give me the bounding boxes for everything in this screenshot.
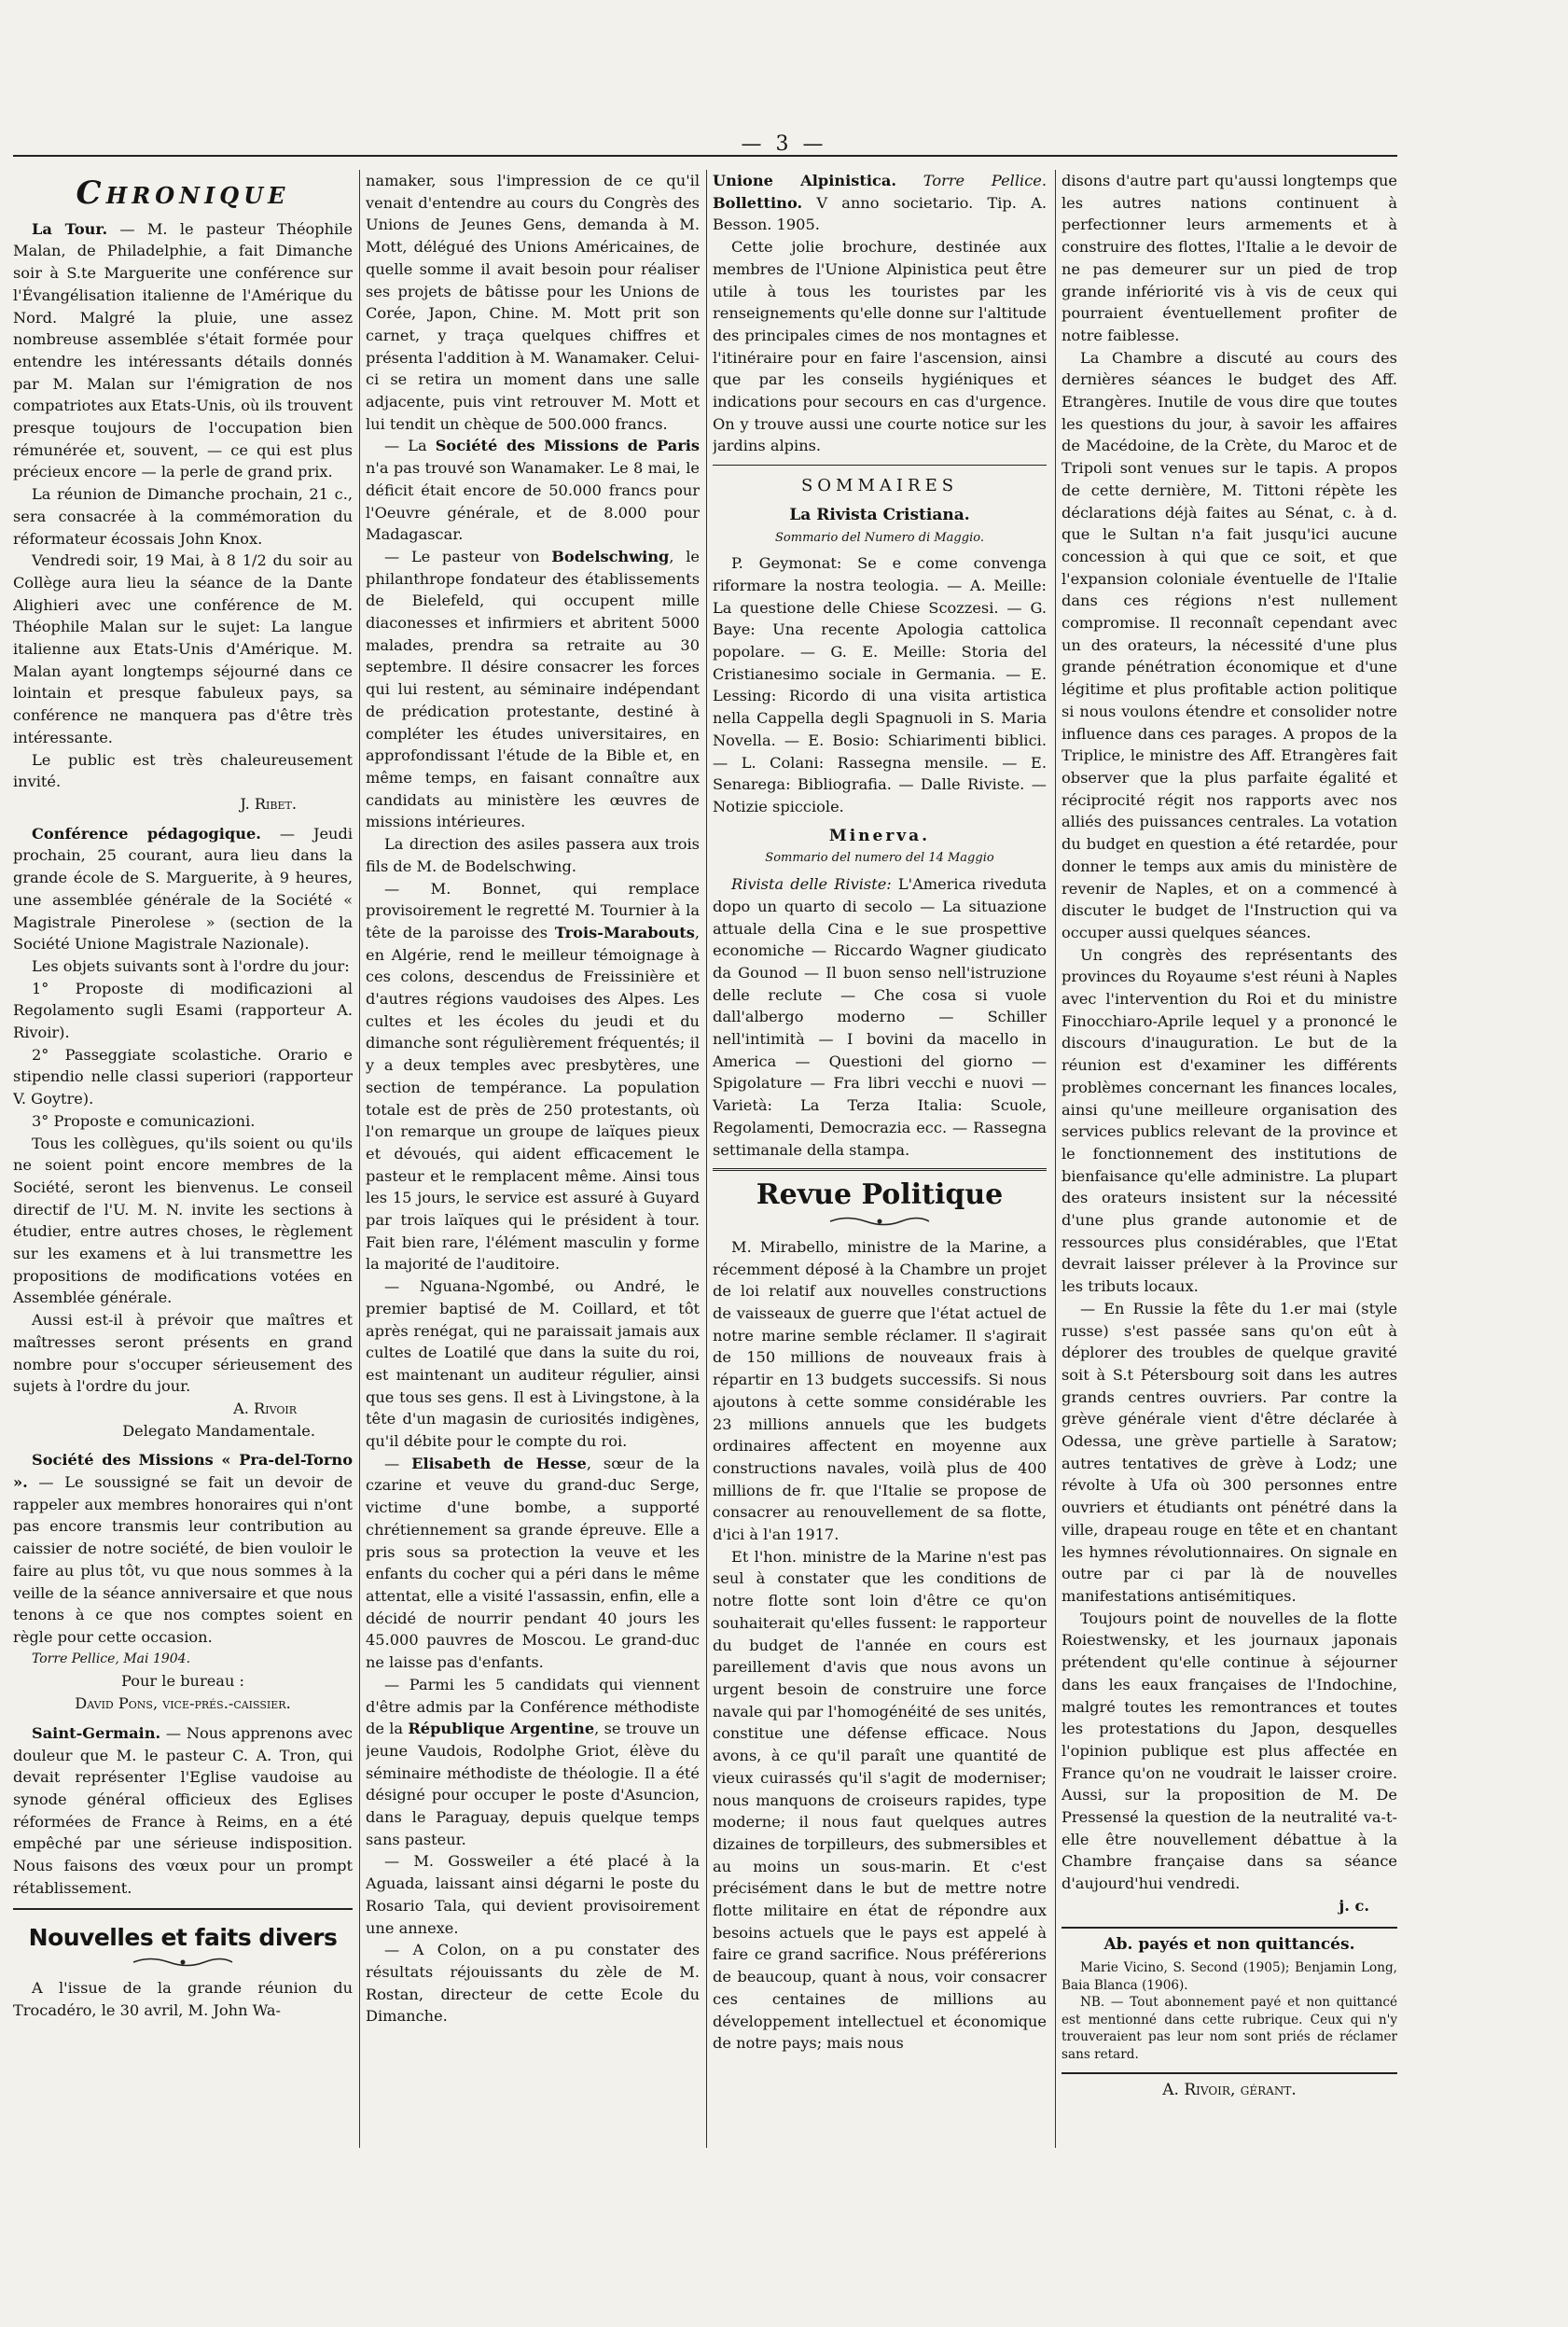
- paragraph: La direction des asiles passera aux trois fils de M. de Bodelschwing.: [366, 835, 700, 875]
- abonnements-note: NB. — Tout abonnement payé et non quittancé est mentionné dans cette rubrique. Ceux qui n'y trouveraient pas leur nom sont priés de réclamer sans retard.: [1062, 1995, 1397, 2062]
- minerva-title: Minerva.: [828, 826, 931, 845]
- minerva-contents: Rivista delle Riviste: L'America riveduta dopo un quarto di secolo — La situazione attuale della Cina e le sue prospettive economiche — Riccardo Wagner giudicato da Gounod — Il buon senso nell'istruzione delle reclute — Che cosa si vuole dall'albergo moderno — Schiller nell'intimità — I bovini da macello in America — Questioni del giorno — Spigolature — Fra libri vecchi e nuovi — Varietà: La Terza Italia: Scuole, Regolamenti, Democrazia ecc. — Rassegna settimanale della stampa.: [713, 875, 1047, 1159]
- paragraph: — Nguana-Ngombé, ou André, le premier baptisé de M. Coillard, et tôt après renégat, qui ne paraissait jamais aux cultes de Loatilé que dans la suite du roi, est maintenant un auditeur régulier, ainsi que tous ses gens. Il est à Livingstone, à la tête d'un magasin de curiosités indigènes, qu'il débite pour le compte du roi.: [366, 1277, 700, 1451]
- article-saint-germain: Saint-Germain. — Nous apprenons avec douleur que M. le pasteur C. A. Tron, qui devait représenter l'Eglise vaudoise au synode général officieux des Eglises réformées de France à Reims, en a été empêché par une sérieuse indisposition. Nous faisons des vœux pour un prompt rétablissement.: [13, 1723, 353, 1897]
- article-trois-marabouts: — M. Bonnet, qui remplace provisoirement le regretté M. Tournier à la tête de la paroisse des Trois-Marabouts, en Algérie, rend le meilleur témoignage à ces colons, descendus de Freissinière et d'autres régions vaudoises des Alpes. Les cultes et les écoles du jeudi et du dimanche sont régulièrement fréquentés; il y a deux temples avec presbytères, une section de tempérance. La population totale est de près de 250 protestants, où l'on remarque un groupe de laïques pieux et dévoués, qui aident efficacement le pasteur et le remplacent même. Ainsi tous les 15 jours, le service est assuré à Guyard par trois laïques qui le président à tour. Fait bien rare, l'élément masculin y forme la majorité de l'auditoire.: [366, 879, 700, 1274]
- article-conference: Conférence pédagogique. — Jeudi prochain, 25 courant, aura lieu dans la grande école de S. Marguerite, à 9 heures, une assemblée générale de la Société « Magistrale Pinerolese » (section de la Société Unione Magistrale Nazionale).: [13, 824, 353, 954]
- paragraph: Cette jolie brochure, destinée aux membres de l'Unione Alpinistica peut être utile à tous les touristes par les renseignements qu'elle donne sur l'altitude des principales cimes de nos montagnes et l'itinéraire pour en faire l'ascension, ainsi que par les conseils hygiéniques et indications pour secours en cas d'urgence. On y trouve aussi une courte notice sur les jardins alpins.: [713, 238, 1047, 455]
- paragraph: M. Mirabello, ministre de la Marine, a récemment déposé à la Chambre un projet de loi relatif aux nouvelles constructions de vaisseaux de guerre que l'état actuel de notre marine semble réclamer. Il s'agirait de 150 millions de nouveaux frais à répartir en 13 budgets successifs. Si nous ajoutons à cette somme considérable les 23 millions annuels que les budgets ordinaires affectent en moyenne aux constructions navales, voilà plus de 400 millions de fr. que l'Italie se propose de consacrer au renouvellement de sa flotte, d'ici à l'an 1917.: [713, 1237, 1047, 1544]
- article-lead: Unione Alpinistica.: [713, 172, 896, 189]
- section-rule: [713, 1168, 1047, 1171]
- chronique-heading: Chronique: [76, 174, 290, 212]
- nouvelles-heading: Nouvelles et faits divers: [28, 1924, 338, 1952]
- sommaires-heading: SOMMAIRES: [800, 476, 959, 496]
- paragraph: Les objets suivants sont à l'ordre du jour:: [32, 956, 350, 975]
- paragraph: disons d'autre part qu'aussi longtemps que les autres nations continuent à perfectionner leurs armements et à construire des flottes, l'Italie a le devoir de ne pas demeurer sur un pied de trop grande infériorité vis à vis de ceux qui pourraient éventuellement profiter de notre faiblesse.: [1062, 172, 1397, 344]
- article-lead: Société des Missions « Pra-del-Torno ».: [13, 1451, 353, 1492]
- paragraph: Aussi est-il à prévoir que maîtres et maîtresses seront présents en grand nombre pour s'occuper sérieusement des sujets à l'ordre du jour.: [13, 1311, 353, 1396]
- paragraph: La Chambre a discuté au cours des dernières séances le budget des Aff. Etrangères. Inutile de vous dire que toutes les questions du jour, à savoir les affaires de Macédoine, de la Crète, du Maroc et de Tripoli sont venues sur le tapis. A propos de cette dernière, M. Tittoni répète les déclarations déjà faites au Sénat, c. à d. que le Sultan n'a fait jusqu'ici aucune concession à qui que ce soit, et que l'expansion coloniale éventuelle de l'Italie dans ces régions n'est nullement compromise. Il reconnaît cependant avec un des orateurs, la nécessité d'une plus grande pénétration économique et d'une légitime et plus profitable action politique si nous voulons étendre et consolider notre influence dans ces parages. A propos de la Triplice, le ministre des Aff. Etrangères fait observer que la plus parfaite égalité et réciprocité régit nos rapports avec nos alliés des puissances centrales. La votation du budget en question a été retardée, pour donner le temps aux amis du ministère de revenir de Naples, et on a commencé à discuter le budget de l'Instruction qui va occuper aussi quelques séances.: [1062, 348, 1397, 941]
- column-divider: [359, 170, 360, 2148]
- paragraph: Tous les collègues, qu'ils soient ou qu'ils ne soient point encore membres de la Société, seront les bienvenus. Le conseil directif de l'U. M. N. invite les sections à étudier, entre autres choses, le règlement sur les examens et à lui transmettre les propositions de modifications votées en Assemblée générale.: [13, 1134, 353, 1307]
- rivista-cristiana-subtitle: Sommario del Numero di Maggio.: [775, 530, 984, 545]
- article-lead: Bodelschwing: [551, 547, 670, 565]
- paragraph: Toujours point de nouvelles de la flotte Roiestwensky, et les journaux japonais prétendent qu'elle continue à séjourner dans les eaux françaises de l'Indochine, malgré toutes les remontrances et toutes les protestations du Japon, desquelles l'opinion publique est plus affectée en France qu'on ne voudrait le laisser croire. Aussi, sur la proposition de M. De Pressensé la question de la neutralité va-t-elle être nouvellement débattue à la Chambre française dans sa séance d'aujourd'hui vendredi.: [1062, 1609, 1397, 1893]
- paragraph: — M. Gossweiler a été placé à la Aguada, laissant ainsi dégarni le poste du Rosario Tala, qui devient provisoirement une annexe.: [366, 1852, 700, 1937]
- top-rule: [13, 155, 1397, 157]
- article-lead: Saint-Germain.: [32, 1723, 161, 1742]
- column-2: [366, 170, 700, 2148]
- minerva-subtitle: Sommario del numero del 14 Maggio: [765, 851, 994, 866]
- signature: Pour le bureau :: [121, 1672, 244, 1691]
- flourish-ornament: [713, 1212, 1047, 1227]
- agenda-item: 1° Proposte di modificazioni al Regolamento sugli Esami (rapporteur A. Rivoir).: [13, 979, 353, 1042]
- paragraph: Le public est très chaleureusement invité.: [13, 750, 353, 791]
- article-bodelschwing: — Le pasteur von Bodelschwing, le philanthrope fondateur des établissements de Bielefeld, qui occupent mille diaconesses et infirmiers et abritent 5000 malades, prendra sa retraite au 30 septembre. Il désire consacrer les forces qui lui restent, au séminaire indépendant de prédication protestante, destiné à compléter les études universitaires, en approfondissant l'étude de la Bible et, en même temps, en faisant connaître aux candidats au ministère les œuvres de missions intérieures.: [366, 547, 700, 831]
- paragraph: Un congrès des représentants des provinces du Royaume s'est réuni à Naples avec l'intervention du Roi et du ministre Finocchiaro-Aprile lequel y a prononcé le discours d'inauguration. Le but de la réunion est d'examiner les différents problèmes concernant les finances locales, ainsi qu'une meilleure organisation des services publics relevant de la province et le fonctionnement des institutions de bienfaisance qu'elle administre. La plupart des orateurs insistent sur la nécessité d'une plus grande autonomie et de ressources plus considérables, que l'Etat devrait laisser prélever à la Province sur les tributs locaux.: [1062, 945, 1397, 1296]
- article-missions: Société des Missions « Pra-del-Torno ». — Le soussigné se fait un devoir de rappeler aux membres honoraires qui n'ont pas encore transmis leur contribution au caissier de notre société, de bien vouloir le faire au plus tôt, vu que nous sommes à la veille de la séance anniversaire et que nous tenons à ce que nos comptes soient en règle pour cette occasion.: [13, 1451, 353, 1646]
- paragraph: namaker, sous l'impression de ce qu'il venait d'entendre au cours du Congrès des Unions de Jeunes Gens, demanda à M. Mott, délégué des Unions Américaines, de quelle somme il avait besoin pour réaliser ses projets de bâtisse pour les Unions de Corée, Japon, Chine. M. Mott prit son carnet, y traça quelques chiffres et présenta l'addition à M. Wanamaker. Celui-ci se retira un moment dans une salle adjacente, puis vint retrouver M. Mott et lui tendit un chèque de 500.000 francs.: [366, 172, 700, 433]
- column-divider: [706, 170, 707, 2148]
- column-1: [13, 170, 353, 2148]
- abonnements-heading: Ab. payés et non quittancés.: [1103, 1934, 1355, 1954]
- column-3: [713, 170, 1047, 2148]
- article-missions-paris: — La Société des Missions de Paris n'a pas trouvé son Wanamaker. Le 8 mai, le déficit était encore de 50.000 francs pour l'Oeuvre générale, et de 8.000 pour Madagascar.: [366, 437, 700, 544]
- article-lead: Trois-Marabouts: [554, 923, 695, 941]
- flourish-ornament: [13, 1953, 353, 1968]
- article-lead: Elisabeth de Hesse: [411, 1454, 587, 1472]
- paragraph: Et l'hon. ministre de la Marine n'est pas seul à constater que les conditions de notre flotte sont loin d'être ce qu'on souhaiterait qu'elles fussent: le rapporteur du budget de l'année en cours est pareillement d'avis que nous avons un urgent besoin de construire une force navale qui par l'homogénéité de ses unités, constitue une défense efficace. Nous avons, à ce qu'il paraît une quantité de vieux cuirassés qu'il s'agit de moderniser; nous manquons de croiseurs rapides, type moderne; il nous faut quelques autres dizaines de torpilleurs, des submersibles et au moins un sous-marin. Et c'est précisément dans le but de mettre notre flotte militaire en état de répondre aux besoins actuels que le pays est appelé à faire ce grand sacrifice. Nous préférerions de beaucoup, quant à nous, voir consacrer ces centaines de millions au développement intellectuel et économique de notre pays; mais nous: [713, 1547, 1047, 2053]
- article-argentine: — Parmi les 5 candidats qui viennent d'être admis par la Conférence méthodiste de la République Argentine, se trouve un jeune Vaudois, Rodolphe Griot, élève du séminaire méthodiste de théologie. Il a été désigné pour occuper le poste d'Asuncion, dans le Paraguay, depuis quelque temps sans pasteur.: [366, 1675, 700, 1848]
- rivista-cristiana-title: La Rivista Cristiana.: [789, 505, 970, 524]
- revue-politique-heading: Revue Politique: [756, 1178, 1004, 1212]
- abonnements-list: Marie Vicino, S. Second (1905); Benjamin Long, Baia Blanca (1906).: [1062, 1960, 1397, 1993]
- signature-name: David Pons, vice-prés.-caissier.: [75, 1694, 291, 1713]
- paragraph: — En Russie la fête du 1.er mai (style russe) s'est passée sans qu'on eût à déplorer des troubles de quelque gravité soit à S.t Pétersbourg soit dans les autres grands centres ouvriers. Par contre la grève générale vient d'être déclarée à Odessa, une grève partielle à Saratow; autres tentatives de grève à Lodz; une révolte à Ufa où 300 personnes entre ouvriers et étudiants ont pénétré dans la ville, drapeau rouge en tête et en chantant les hymnes révolutionnaires. On signale en outre par ci par là de nouvelles manifestations antisémitiques.: [1062, 1299, 1397, 1605]
- article-unione-alpinistica: Unione Alpinistica. Torre Pellice. Bollettino. V anno societario. Tip. A. Besson. 1905.: [713, 172, 1047, 234]
- agenda-item: 2° Passeggiate scolastiche. Orario e stipendio nelle classi superiori (rapporteur V. Goytre).: [13, 1045, 353, 1108]
- paragraph: — A Colon, on a pu constater des résultats réjouissants du zèle de M. Rostan, directeur de cette Ecole du Dimanche.: [366, 1941, 700, 2026]
- signature: j. c.: [1339, 1896, 1369, 1915]
- section-rule: [13, 1908, 353, 1910]
- rivista-cristiana-contents: P. Geymonat: Se e come convenga riformare la nostra teologia. — A. Meille: La questione delle Chiese Scozzesi. — G. Baye: Una recente Apologia cattolica popolare. — G. E. Meille: Storia del Cristianesimo sociale in Germania. — E. Lessing: Ricordo di una visita artistica nella Cappella degli Spagnuoli in S. Maria Novella. — E. Bosio: Schiarimenti biblici. — L. Colani: Rassegna mensile. — E. Senarega: Bibliografia. — Dalle Riviste. — Notizie spicciole.: [713, 554, 1047, 815]
- column-4: [1062, 170, 1397, 2148]
- page-number: — 3 —: [741, 132, 827, 156]
- article-elisabeth: — Elisabeth de Hesse, sœur de la czarine et veuve du grand-duc Serge, victime d'une bombe, a supporté chrétiennement sa grande épreuve. Elle a pris sous sa protection la veuve et les enfants du cocher qui a péri dans le même attentat, elle a visité l'assassin, enfin, elle a décidé de nourrir pendant 40 jours les 45.000 pauvres de Moscou. Le grand-duc ne laisse pas d'enfants.: [366, 1454, 700, 1672]
- article-la-tour: La Tour. — M. le pasteur Théophile Malan, de Philadelphie, a fait Dimanche soir à S.te Marguerite une conférence sur l'Évangélisation italienne de l'Amérique du Nord. Malgré la pluie, une assez nombreuse assemblée s'était formée pour entendre les intéressants détails donnés par M. Malan sur l'émigration de nos compatriotes aux Etats-Unis, où ils trouvent presque toujours de l'occupation bien rémunérée et, souvent, — ce qui est plus précieux encore — la perle de grand prix.: [13, 219, 353, 481]
- section-rule: [1062, 2072, 1397, 2074]
- column-divider: [1055, 170, 1056, 2148]
- agenda-item: 3° Proposte e comunicazioni.: [32, 1111, 256, 1130]
- gerant-signature: A. Rivoir, gérant.: [1162, 2081, 1297, 2100]
- dateline: Torre Pellice, Mai 1904.: [32, 1651, 191, 1666]
- signature-title: Delegato Mandamentale.: [122, 1421, 315, 1440]
- article-lead: Conférence pédagogique.: [32, 824, 261, 843]
- section-rule: [1062, 1927, 1397, 1929]
- paragraph: La réunion de Dimanche prochain, 21 c., sera consacrée à la commémoration du réformateur écossais John Knox.: [13, 485, 353, 548]
- signature: J. Ribet.: [240, 794, 297, 813]
- article-lead: Société des Missions de Paris: [435, 437, 700, 455]
- section-rule: [713, 465, 1047, 466]
- article-lead: République Argentine: [408, 1720, 595, 1738]
- signature: A. Rivoir: [233, 1399, 297, 1417]
- paragraph: A l'issue de la grande réunion du Trocadéro, le 30 avril, M. John Wa-: [13, 1979, 353, 2019]
- article-lead: La Tour.: [32, 219, 108, 238]
- paragraph: Vendredi soir, 19 Mai, à 8 1/2 du soir au Collège aura lieu la séance de la Dante Alighieri avec une conférence de M. Théophile Malan sur le sujet: La langue italienne aux Etats-Unis d'Amérique. M. Malan ayant longtemps séjourné dans ce lointain et presque fabuleux pays, sa conférence ne manquera pas d'être très intéressante.: [13, 551, 353, 746]
